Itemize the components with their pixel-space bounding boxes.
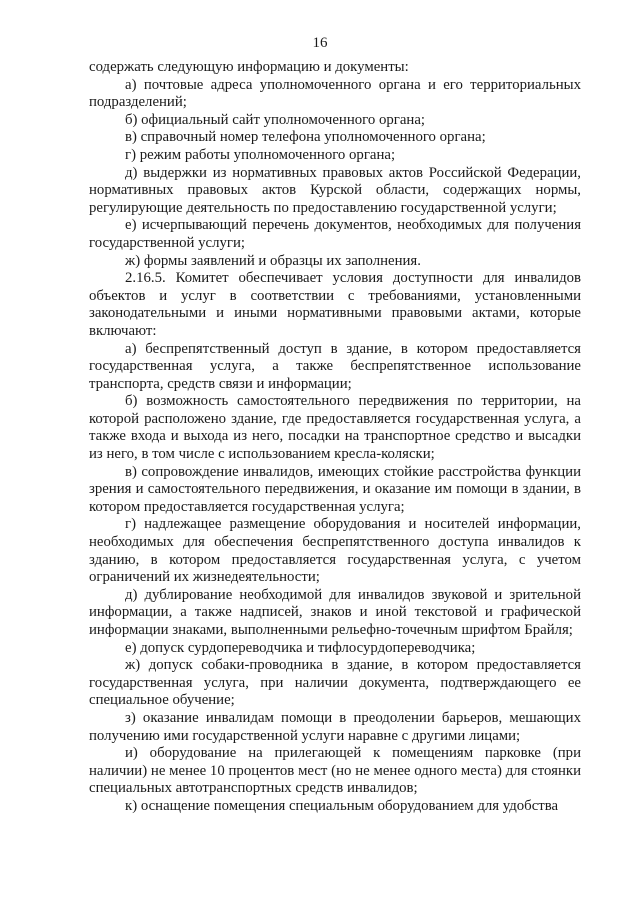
list-item-zh-application-forms: ж) формы заявлений и образцы их заполнения. — [125, 252, 421, 269]
accessibility-item-i: и) оборудование на прилегающей к помещениям парковке (при наличии) не менее 10 процентов мест (но не менее одного места) для стоянки специальных автотранспортных средств инвалидов; — [89, 745, 581, 797]
accessibility-item-g: г) надлежащее размещение оборудования и носителей информации, необходимых для обеспечения беспрепятственного доступа инвалидов к зданию, в котором предоставляется государственная услуга, с учетом ограничений их жизнедеятельности; — [89, 516, 581, 586]
accessibility-item-d: д) дублирование необходимой для инвалидов звуковой и зрительной информации, а также надписей, знаков и иной текстовой и графической информации знаками, выполненными рельефно-точечным шрифтом Брайля; — [89, 586, 581, 638]
section-2-16-5: 2.16.5. Комитет обеспечивает условия доступности для инвалидов объектов и услуг в соответствии с требованиями, установленными законодательными и иными нормативными правовыми актами, которые включают: — [89, 270, 581, 339]
accessibility-item-k: к) оснащение помещения специальным оборудованием для удобства — [125, 797, 559, 814]
list-item-e-documents-list: е) исчерпывающий перечень документов, необходимых для получения государственной услуги; — [89, 217, 581, 251]
page-number: 16 — [312, 35, 328, 51]
accessibility-item-e: е) допуск сурдопереводчика и тифлосурдопереводчика; — [125, 639, 476, 656]
list-item-b-official-site: б) официальный сайт уполномоченного органа; — [125, 111, 425, 128]
accessibility-item-z: з) оказание инвалидам помощи в преодолении барьеров, мешающих получению ими государственной услуги наравне с другими лицами; — [89, 709, 581, 744]
document-body — [89, 59, 581, 816]
paragraph-intro: содержать следующую информацию и документы: — [89, 59, 409, 75]
accessibility-item-zh: ж) допуск собаки-проводника в здание, в котором предоставляется государственная услуга, при наличии документа, подтверждающего ее специальное обучение; — [89, 657, 581, 709]
list-item-d-legal-extracts: д) выдержки из нормативных правовых актов Российской Федерации, нормативных правовых актов Курской области, содержащих нормы, регулирующие деятельность по предоставлению государственной услуги; — [89, 164, 581, 216]
accessibility-item-a: а) беспрепятственный доступ в здание, в котором предоставляется государственная услуга, а также беспрепятственное использование транспорта, средств связи и информации; — [89, 340, 581, 392]
list-item-a-postal-addresses: а) почтовые адреса уполномоченного органа и его территориальных подразделений; — [89, 76, 581, 111]
list-item-g-work-schedule: г) режим работы уполномоченного органа; — [125, 146, 396, 163]
list-item-v-phone-number: в) справочный номер телефона уполномоченного органа; — [125, 129, 486, 146]
accessibility-item-b: б) возможность самостоятельного передвижения по территории, на которой расположено здание, где предоставляется государственная услуга, а также входа и выхода из него, посадки на транспортное средство и высадки из него, в том числе с использованием кресла-коляски; — [89, 393, 581, 463]
accessibility-item-v: в) сопровождение инвалидов, имеющих стойкие расстройства функции зрения и самостоятельного передвижения, и оказание им помощи в здании, в котором предоставляется государственная услуга; — [89, 463, 581, 515]
